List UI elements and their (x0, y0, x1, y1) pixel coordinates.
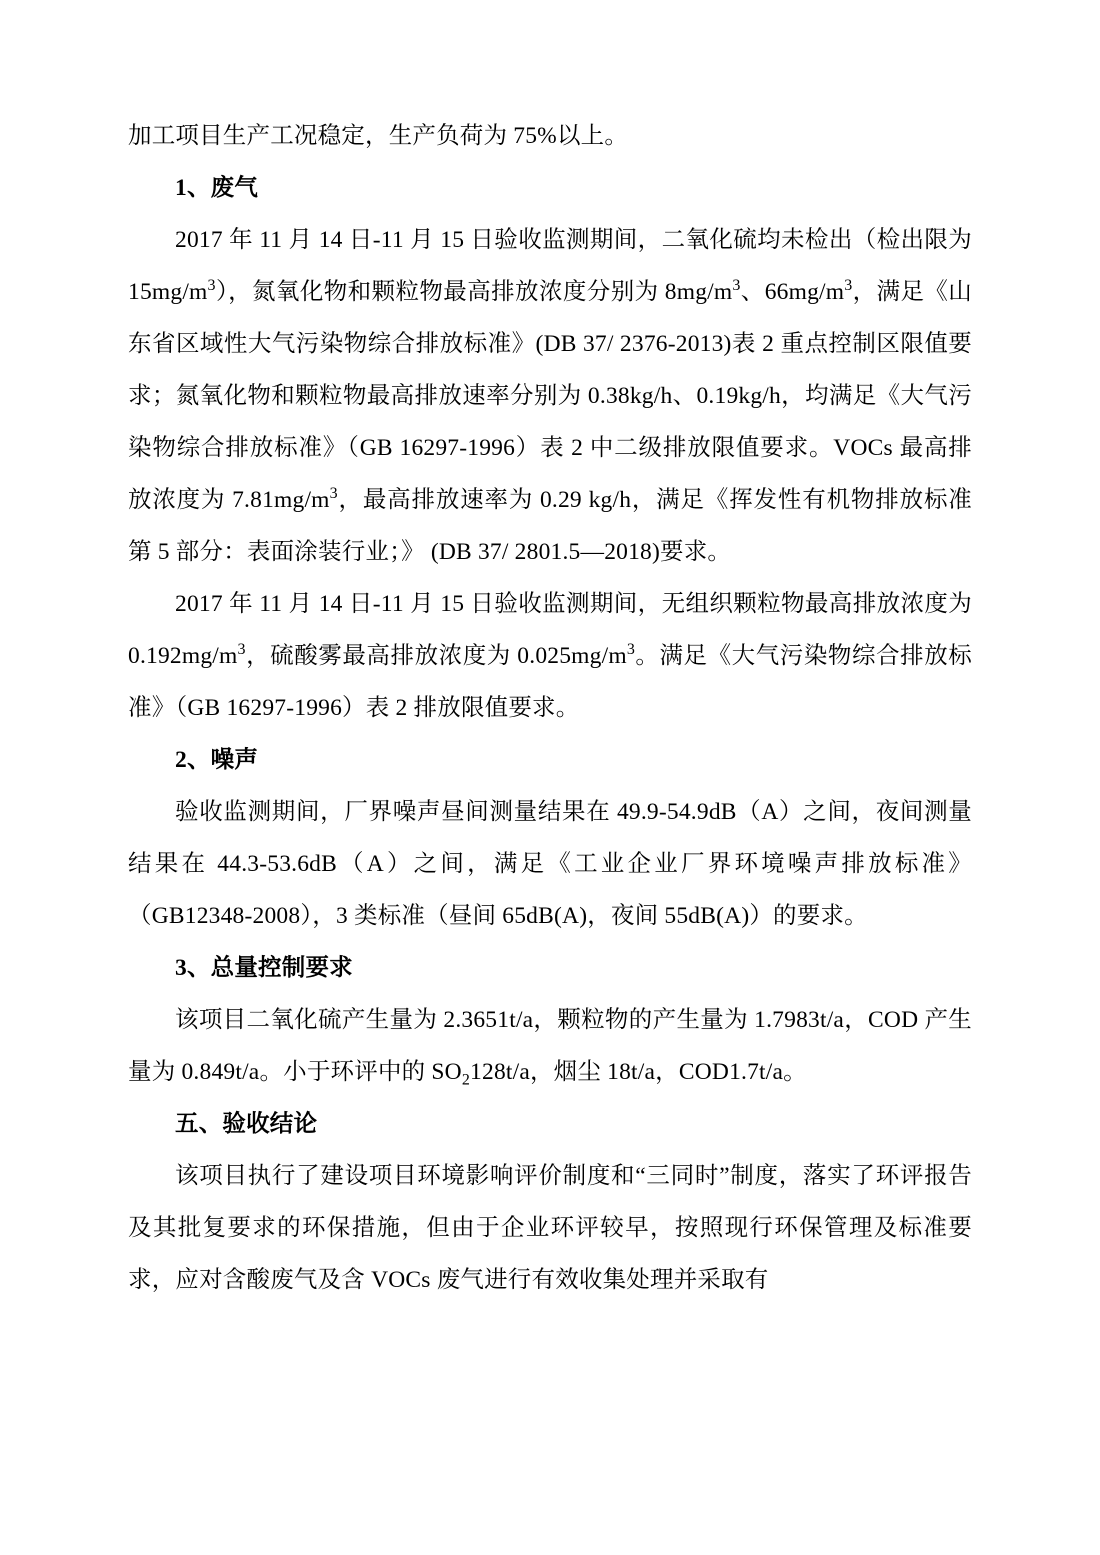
paragraph-intro (128, 110, 972, 162)
paragraph-text: 128t/a，烟尘 18t/a，COD1.7t/a。 (470, 1059, 807, 1085)
paragraph-text: ，满足《山东省区域性大气污染物综合排放标准》(DB 37/ 2376-2013)表 2 重点控制区限值要求；氮氧化物和颗粒物最高排放速率分别为 0.38kg/h、0.19kg/h，均满足《大气污染物综合排放标准》（GB 16297-1996）表 2 中二级排放限值要求。VOCs 最高排放浓度为 7.81mg/m (128, 279, 972, 513)
heading-text: 3、总量控制要求 (175, 955, 353, 981)
paragraph-conclusion (128, 1150, 972, 1306)
paragraph-text: 。满足《大气污染物综合排放标准》（GB 16297-1996）表 2 排放限值要求。 (128, 643, 972, 721)
heading-noise (128, 734, 972, 786)
paragraph-text: 该项目执行了建设项目环境影响评价制度和“三同时”制度，落实了环评报告及其批复要求的环保措施，但由于企业环评较早，按照现行环保管理及标准要求，应对含酸废气及含 VOCs 废气进行有效收集处理并采取有 (128, 1163, 972, 1293)
paragraph-text: ，最高排放速率为 0.29 kg/h，满足《挥发性有机物排放标准 第 5 部分：表面涂装行业；》 (DB 37/ 2801.5—2018)要求。 (128, 487, 972, 565)
heading-waste-gas (128, 162, 972, 214)
superscript: 3 (732, 277, 741, 295)
paragraph-text: ），氮氧化物和颗粒物最高排放浓度分别为 8mg/m (215, 279, 733, 305)
superscript: 3 (329, 485, 338, 503)
heading-total-control (128, 942, 972, 994)
paragraph-text: 2017 年 11 月 14 日-11 月 15 日验收监测期间，无组织颗粒物最高排放浓度为 0.192mg/m (128, 591, 972, 669)
paragraph-text: 加工项目生产工况稳定，生产负荷为 75%以上。 (128, 123, 629, 149)
paragraph-text: 验收监测期间，厂界噪声昼间测量结果在 49.9-54.9dB（A）之间，夜间测量结果在 44.3-53.6dB（A）之间，满足《工业企业厂界环境噪声排放标准》（GB12348-2008），3 类标准（昼间 65dB(A)，夜间 55dB(A)）的要求。 (128, 799, 972, 929)
paragraph-waste-gas-1 (128, 214, 972, 578)
subscript: 2 (461, 1071, 471, 1089)
heading-conclusion (128, 1098, 972, 1150)
superscript: 3 (626, 641, 635, 659)
paragraph-noise (128, 786, 972, 942)
paragraph-waste-gas-2 (128, 578, 972, 734)
paragraph-text: 、66mg/m (740, 279, 845, 305)
superscript: 3 (237, 641, 246, 659)
paragraph-total-control (128, 994, 972, 1098)
superscript: 3 (207, 277, 216, 295)
superscript: 3 (844, 277, 853, 295)
heading-text: 五、验收结论 (175, 1111, 318, 1137)
heading-text: 1、废气 (175, 175, 259, 201)
paragraph-text: 2017 年 11 月 14 日-11 月 15 日验收监测期间，二氧化硫均未检出（检出限为 15mg/m (128, 227, 972, 305)
paragraph-text: ，硫酸雾最高排放浓度为 0.025mg/m (245, 643, 627, 669)
paragraph-text: 该项目二氧化硫产生量为 2.3651t/a，颗粒物的产生量为 1.7983t/a，COD 产生量为 0.849t/a。小于环评中的 SO (128, 1007, 972, 1085)
document-body (128, 110, 972, 1306)
heading-text: 2、噪声 (175, 747, 259, 773)
